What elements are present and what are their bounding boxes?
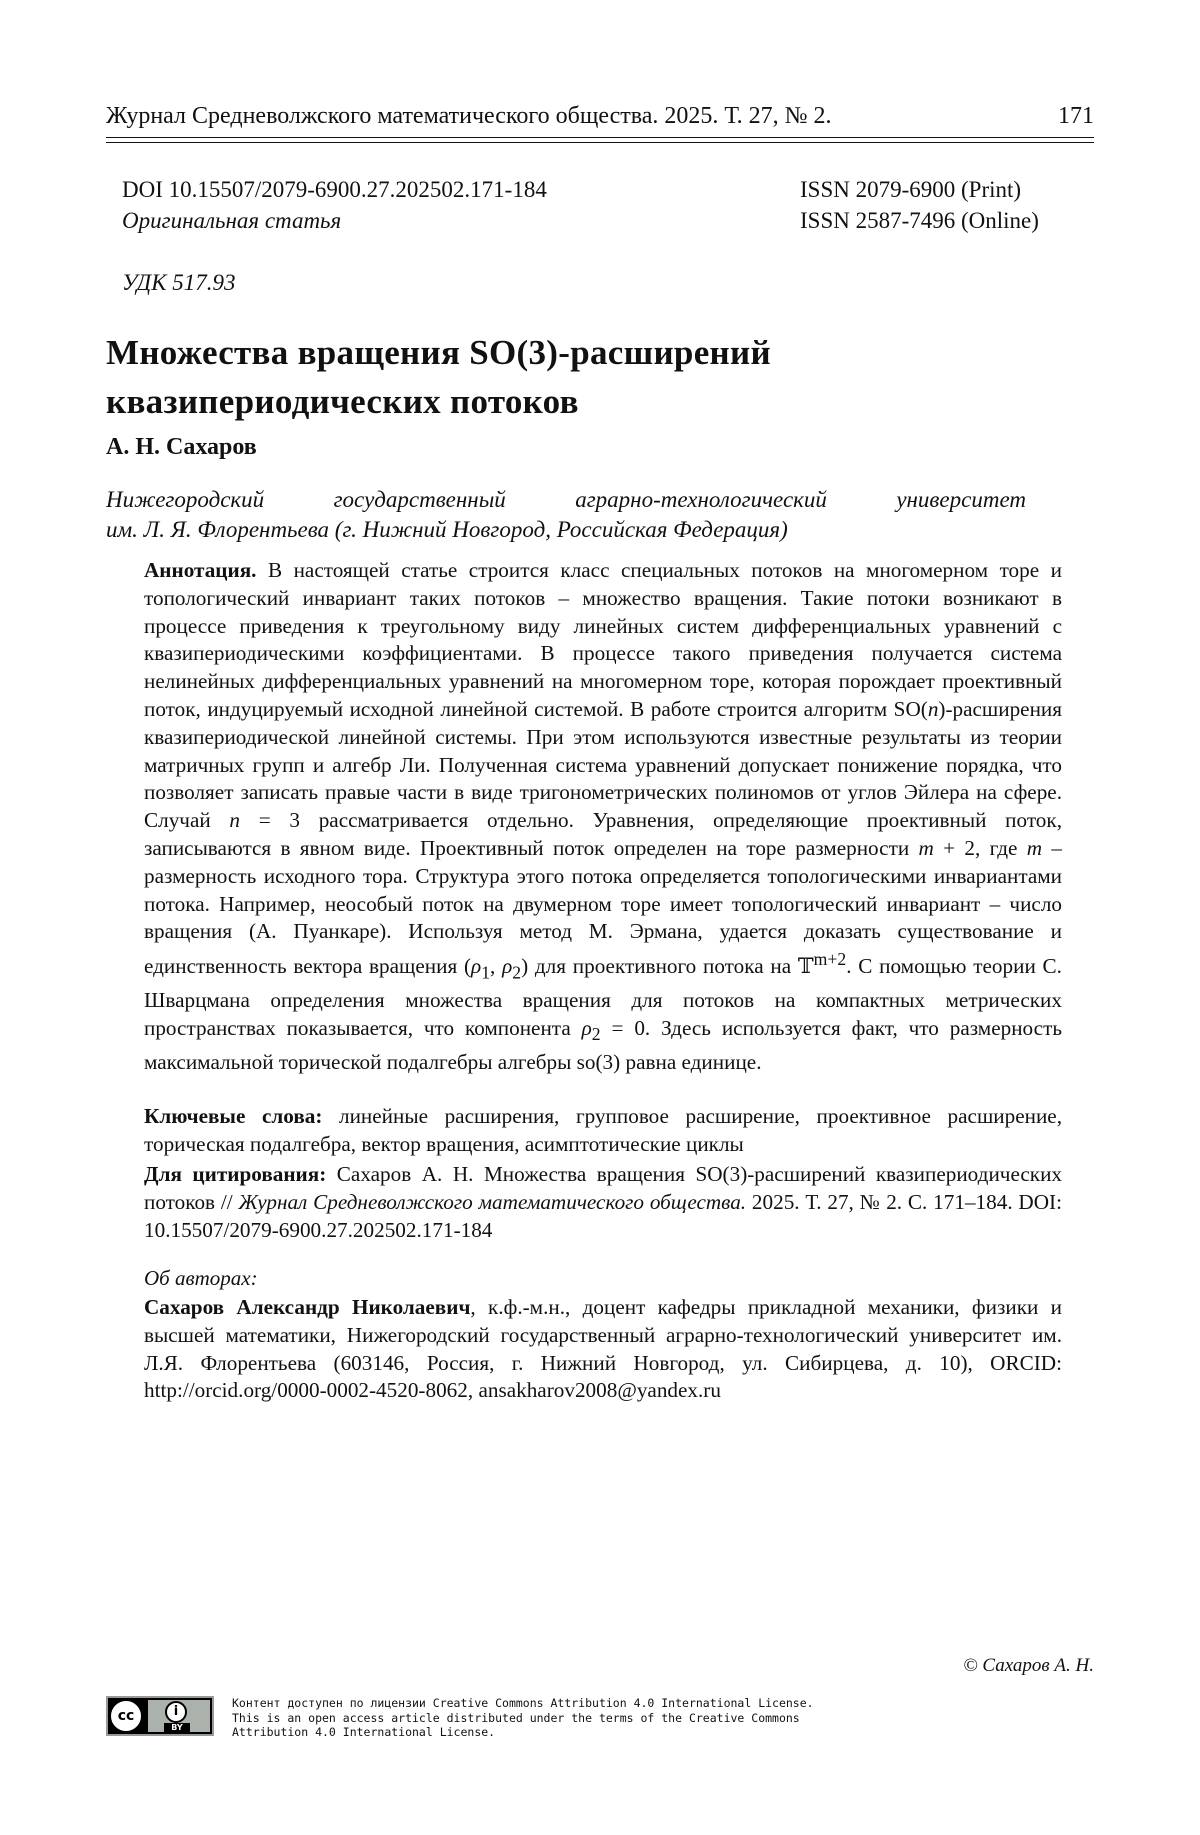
abstract-text: – размерность исходного тора. Структура этого потока определяется топологическими инвариантами потока. Например, неособый поток на двумерном торе имеет топологический инвариант – число вращения (А. Пуанкаре). Используя метод М. Эрмана, удается доказать существование и единственность вектора вращения ( — [144, 835, 1062, 979]
abstract — [144, 557, 1062, 1077]
citation-label: Для цитирования: — [144, 1162, 327, 1186]
affiliation-word: аграрно-технологический — [575, 487, 827, 512]
header-rule-top — [106, 137, 1094, 138]
abstract-text: + 2, где — [933, 835, 1027, 860]
abstract-text: )-расширения квазипериодической линейной системы. При этом используются известные результаты из теории матричных групп и алгебр Ли. Полученная система уравнений допускает понижение порядка, что позволяет записать правые части в виде тригонометрических полиномов от углов Эйлера на сфере. Случай — [144, 696, 1062, 833]
header-rule-bottom — [106, 142, 1094, 143]
doi: DOI 10.15507/2079-6900.27.202502.171-184 — [122, 177, 547, 202]
math-subscript: 2 — [591, 1024, 601, 1045]
author-full-name: Сахаров Александр Николаевич — [144, 1295, 471, 1319]
citation-text: Сахаров А. Н. Множества вращения SO(3)-расширений квазипериодических потоков // — [144, 1162, 1063, 1214]
cc-by-license-badge[interactable] — [106, 1696, 214, 1736]
license-line-3: Attribution 4.0 International License. — [232, 1725, 496, 1739]
by-area — [148, 1700, 210, 1732]
abstract-label: Аннотация. — [144, 558, 257, 582]
citation — [144, 1161, 1062, 1244]
article-title — [106, 328, 1086, 426]
issn-online: ISSN 2587-7496 (Online) — [800, 208, 1039, 233]
math-superscript: m+2 — [813, 949, 847, 970]
article-meta-right — [800, 174, 1039, 236]
about-authors-label: Об авторах: — [144, 1266, 258, 1290]
math-var: ρ — [471, 954, 482, 979]
udk-code: УДК 517.93 — [122, 270, 236, 295]
abstract-text: = 0. Здесь используется факт, что размерность максимальной торической подалгебры алгебры so(3) равна единице. — [144, 1016, 1062, 1075]
abstract-text: В настоящей статье строится класс специальных потоков на многомерном торе и топологический инвариант таких потоков – множество вращения. Такие потоки возникают в процессе приведения к треугольному виду линейных систем дифференциальных уравнений с квазипериодическими коэффициентами. В процессе такого приведения получается система нелинейных дифференциальных уравнений на многомерном торе, которая порождает проективный поток, индуцируемый исходной линейной системой. В работе строится алгоритм SO( — [144, 558, 1062, 721]
abstract-text: . С помощью теории С. Шварцмана определения множества вращения для потоков на компактных метрических пространствах показывается, что компонента — [144, 954, 1062, 1041]
copyright: © Сахаров А. Н. — [963, 1655, 1094, 1676]
abstract-text: ) для проективного потока на — [521, 954, 798, 979]
keywords — [144, 1103, 1062, 1159]
journal-running-title: Журнал Средневолжского математического общества. 2025. Т. 27, № 2. — [106, 103, 832, 129]
affiliation-line-2: им. Л. Я. Флорентьева (г. Нижний Новгород, Российская Федерация) — [106, 517, 788, 542]
math-subscript: 1 — [481, 962, 491, 983]
math-var: n — [927, 696, 939, 721]
author-name: А. Н. Сахаров — [106, 434, 257, 460]
math-var: ρ — [502, 954, 513, 979]
affiliation-word: университет — [896, 487, 1026, 512]
math-subscript: 2 — [512, 962, 522, 983]
license-text — [232, 1696, 932, 1740]
license-line-1: Контент доступен по лицензии Creative Commons Attribution 4.0 International License. — [232, 1696, 814, 1710]
title-line-2: квазипериодических потоков — [106, 382, 579, 421]
keywords-text: линейные расширения, групповое расширение, проективное расширение, торическая подалгебра, вектор вращения, асимптотические циклы — [144, 1104, 1062, 1156]
affiliation — [106, 485, 1026, 545]
keywords-label: Ключевые слова: — [144, 1104, 323, 1128]
by-label: BY — [164, 1723, 190, 1732]
person-icon: i — [165, 1701, 187, 1723]
article-meta-left — [122, 174, 547, 236]
citation-text: 2025. Т. 27, № 2. С. 171–184. DOI: 10.15507/2079-6900.27.202502.171-184 — [144, 1189, 1062, 1242]
cc-icon: cc — [111, 1701, 141, 1731]
abstract-text: = 3 рассматривается отдельно. Уравнения, определяющие проективный поток, записываются в явном виде. Проективный поток определен на торе размерности — [144, 808, 1062, 860]
issn-print: ISSN 2079-6900 (Print) — [800, 177, 1022, 202]
affiliation-line-1 — [106, 485, 1026, 515]
page-number: 171 — [1058, 103, 1094, 129]
citation-journal: Журнал Средневолжского математического общества. — [238, 1189, 747, 1214]
about-authors — [144, 1294, 1062, 1405]
title-line-1: Множества вращения SO(3)-расширений — [106, 333, 771, 372]
license-line-2: This is an open access article distributed under the terms of the Creative Commons — [232, 1710, 800, 1725]
abstract-text: , — [490, 954, 503, 979]
affiliation-word: государственный — [333, 487, 506, 512]
affiliation-word: Нижегородский — [106, 487, 265, 512]
torus-symbol: 𝕋 — [797, 954, 814, 979]
math-var: m — [918, 835, 934, 860]
author-details: , к.ф.-м.н., доцент кафедры прикладной механики, физики и высшей математики, Нижегородский государственный аграрно-технологический университет им. Л.Я. Флорентьева (603146, Россия, г. Нижний Новгород, ул. Сибирцева, д. 10), ORCID: http://orcid.org/0000-0002-4520-8062, ansakharov2008@yandex.ru — [144, 1295, 1062, 1403]
math-var: n — [229, 808, 241, 833]
math-var: m — [1026, 835, 1043, 860]
article-type: Оригинальная статья — [122, 208, 342, 233]
math-var: ρ — [581, 1016, 592, 1041]
